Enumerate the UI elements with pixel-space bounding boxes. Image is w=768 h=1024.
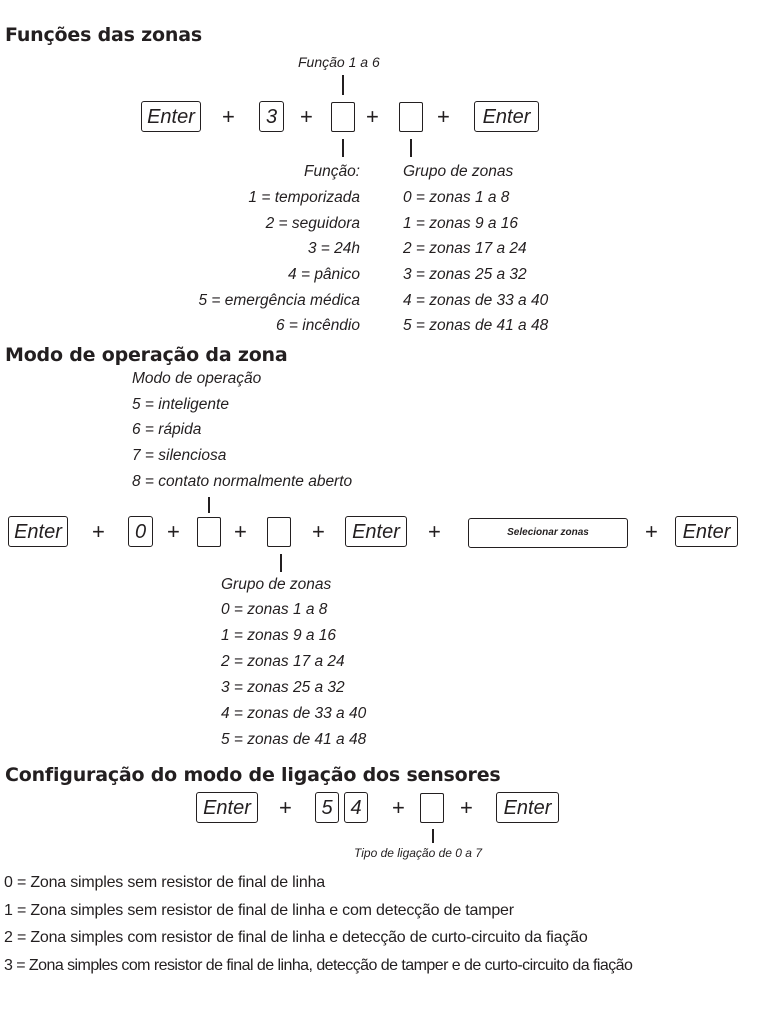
plus-sign: + (460, 795, 473, 820)
grupo-item: 3 = zonas 25 a 32 (403, 266, 527, 283)
plus-sign: + (366, 104, 379, 129)
grupo-title: Grupo de zonas (403, 163, 514, 180)
plus-sign: + (437, 104, 450, 129)
modo-item: 7 = silenciosa (132, 447, 227, 464)
enter-key: Enter (474, 101, 539, 132)
blank-key-modo (197, 517, 221, 547)
ligacao-item: 3 = Zona simples com resistor de final de linha, detecção de tamper e de curto-circuito da fiação (4, 957, 633, 974)
section-title-modo: Modo de operação da zona (5, 344, 288, 366)
plus-sign: + (92, 519, 105, 544)
plus-sign: + (167, 519, 180, 544)
funcao-item: 4 = pânico (288, 266, 360, 283)
select-zones-key: Selecionar zonas (468, 518, 628, 548)
funcao-item: 6 = incêndio (275, 317, 360, 334)
enter-key: Enter (8, 516, 68, 547)
digit-key: 4 (344, 792, 368, 823)
modo-title: Modo de operação (132, 370, 262, 387)
grupo-item: 5 = zonas de 41 a 48 (221, 731, 367, 748)
plus-sign: + (428, 519, 441, 544)
connector-line (342, 139, 344, 157)
modo-item: 6 = rápida (132, 421, 202, 438)
grupo-item: 4 = zonas de 33 a 40 (403, 292, 549, 309)
funcao-item: 1 = temporizada (248, 189, 360, 206)
connector-line (410, 139, 412, 157)
plus-sign: + (279, 795, 292, 820)
grupo-item: 2 = zonas 17 a 24 (403, 240, 527, 257)
funcao-range-label: Função 1 a 6 (298, 54, 380, 70)
grupo-item: 0 = zonas 1 a 8 (403, 189, 510, 206)
grupo-item: 2 = zonas 17 a 24 (221, 653, 345, 670)
ligacao-item: 2 = Zona simples com resistor de final de linha e detecção de curto-circuito da fiação (4, 929, 588, 946)
plus-sign: + (234, 519, 247, 544)
blank-key-funcao (331, 102, 355, 132)
enter-key: Enter (196, 792, 258, 823)
tipo-ligacao-label: Tipo de ligação de 0 a 7 (354, 846, 482, 860)
modo-item: 8 = contato normalmente aberto (132, 473, 353, 490)
enter-key: Enter (141, 101, 201, 132)
digit-key: 5 (315, 792, 339, 823)
grupo-item: 4 = zonas de 33 a 40 (221, 705, 367, 722)
blank-key-grupo (267, 517, 291, 547)
modo-item: 5 = inteligente (132, 396, 229, 413)
ligacao-item: 1 = Zona simples sem resistor de final de linha e com detecção de tamper (4, 902, 514, 919)
grupo-item: 3 = zonas 25 a 32 (221, 679, 345, 696)
funcao-item: 3 = 24h (307, 240, 360, 257)
digit-key: 3 (259, 101, 284, 132)
enter-key: Enter (496, 792, 559, 823)
plus-sign: + (392, 795, 405, 820)
section-title-ligacao: Configuração do modo de ligação dos sensores (5, 764, 501, 786)
funcao-title: Função: (303, 163, 360, 180)
connector-line (342, 75, 344, 95)
funcao-item: 2 = seguidora (265, 215, 360, 232)
grupo-item: 5 = zonas de 41 a 48 (403, 317, 549, 334)
connector-line (280, 554, 282, 572)
grupo-item: 1 = zonas 9 a 16 (403, 215, 519, 232)
section-title-funcoes: Funções das zonas (5, 24, 202, 46)
enter-key: Enter (345, 516, 407, 547)
plus-sign: + (312, 519, 325, 544)
connector-line (432, 829, 434, 843)
grupo-item: 0 = zonas 1 a 8 (221, 601, 328, 618)
plus-sign: + (222, 104, 235, 129)
plus-sign: + (645, 519, 658, 544)
ligacao-item: 0 = Zona simples sem resistor de final de linha (4, 874, 325, 891)
connector-line (208, 497, 210, 513)
grupo-title: Grupo de zonas (221, 576, 332, 593)
digit-key: 0 (128, 516, 153, 547)
grupo-item: 1 = zonas 9 a 16 (221, 627, 337, 644)
enter-key: Enter (675, 516, 738, 547)
blank-key-tipo (420, 793, 444, 823)
funcao-item: 5 = emergência médica (198, 292, 360, 309)
plus-sign: + (300, 104, 313, 129)
blank-key-grupo (399, 102, 423, 132)
